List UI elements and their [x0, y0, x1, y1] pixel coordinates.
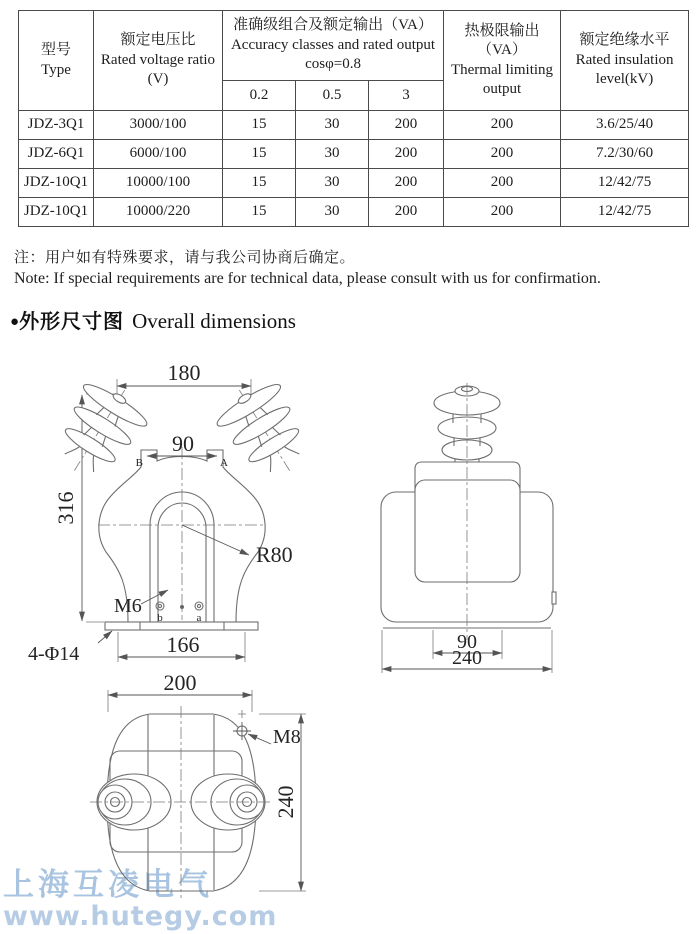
table-cell: 12/42/75: [561, 169, 689, 198]
top-view-drawing: [90, 670, 306, 898]
col-header-voltage-ratio: [94, 11, 223, 111]
dim-label-m6: M6: [114, 595, 142, 617]
col-header-accuracy-zh: 准确级组合及额定输出（VA）: [233, 17, 433, 34]
col-header-type: [19, 11, 94, 111]
dim-label-side-depth: 240: [452, 647, 482, 669]
table-cell: 10000/220: [94, 198, 223, 227]
col-header-voltage-zh: 额定电压比: [120, 32, 196, 49]
table-cell: 7.2/30/60: [561, 140, 689, 169]
dimension-drawings: [0, 340, 700, 934]
note-chinese: 注：用户如有特殊要求，请与我公司协商后确定。: [14, 250, 356, 266]
right-bushing: [208, 370, 321, 490]
note-english: Note: If special requirements are for technical data, please consult with us for confirmation.: [14, 270, 601, 287]
bullet-icon: ●: [10, 314, 20, 330]
front-view-drawing: [28, 360, 321, 665]
table-cell: 200: [369, 140, 444, 169]
table-row: [19, 111, 689, 140]
col-header-insulation-en: Rated insulation: [575, 51, 674, 68]
table-cell: 15: [223, 198, 296, 227]
table-cell: 200: [444, 111, 561, 140]
col-header-thermal-en: Thermal limiting: [450, 61, 554, 78]
left-bushing: [43, 370, 156, 490]
subcol-header-0-2: 0.2: [223, 81, 296, 111]
table-cell: 15: [223, 169, 296, 198]
section-heading: [10, 305, 296, 334]
table-row: [19, 169, 689, 198]
watermark-url: www.hutegy.com: [3, 901, 278, 932]
dim-label-terminal-spacing: 90: [172, 431, 194, 456]
col-header-accuracy: [223, 11, 444, 81]
dim-label-top-depth: 240: [273, 785, 298, 819]
table-cell: 30: [296, 169, 369, 198]
col-header-voltage-unit: (V): [147, 71, 169, 88]
terminal-label-a: a: [196, 612, 202, 624]
table-cell: 200: [369, 111, 444, 140]
table-cell: 3.6/25/40: [561, 111, 689, 140]
table-cell: JDZ-10Q1: [19, 198, 94, 227]
col-header-insulation-en2: level(kV): [595, 71, 654, 88]
subcol-header-3: 3: [369, 81, 444, 111]
table-cell: 200: [444, 140, 561, 169]
table-cell: 200: [444, 198, 561, 227]
dim-label-holes: 4-Φ14: [28, 643, 80, 665]
dim-label-top-width: 200: [163, 670, 197, 695]
dim-label-front-height: 316: [53, 491, 78, 525]
dim-label-radius: R80: [256, 542, 293, 567]
table-cell: 15: [223, 140, 296, 169]
table-cell: JDZ-10Q1: [19, 169, 94, 198]
table-cell: 30: [296, 111, 369, 140]
dim-label-side-window: 90: [457, 631, 477, 653]
dim-label-base-width: 166: [166, 632, 200, 657]
section-title-zh: 外形尺寸图: [19, 311, 125, 333]
col-header-accuracy-en: Accuracy classes and rated output: [230, 36, 436, 53]
table-cell: 30: [296, 140, 369, 169]
terminal-label-A: A: [220, 457, 228, 469]
table-row: [19, 198, 689, 227]
table-cell: 200: [369, 169, 444, 198]
section-title-en: Overall dimensions: [132, 309, 296, 333]
table-cell: JDZ-3Q1: [19, 111, 94, 140]
side-view-drawing: [381, 383, 556, 673]
col-header-voltage-en: Rated voltage ratio: [100, 51, 216, 68]
table-cell: 200: [444, 169, 561, 198]
col-header-accuracy-cos: cosφ=0.8: [305, 56, 361, 73]
table-cell: 10000/100: [94, 169, 223, 198]
table-cell: 200: [369, 198, 444, 227]
subcol-header-0-5: 0.5: [296, 81, 369, 111]
terminal-label-b: b: [157, 612, 163, 624]
col-header-insulation: [561, 11, 689, 111]
col-header-thermal: [444, 11, 561, 111]
table-cell: 30: [296, 198, 369, 227]
terminal-label-B: B: [135, 457, 143, 469]
col-header-insulation-zh: 额定绝缘水平: [579, 32, 670, 49]
col-header-thermal-zh: 热极限输出（VA）: [464, 22, 540, 58]
table-cell: 3000/100: [94, 111, 223, 140]
col-header-thermal-en2: output: [482, 81, 522, 97]
table-cell: 12/42/75: [561, 198, 689, 227]
watermark-company: 上海互凌电气: [3, 867, 213, 903]
table-row: [19, 140, 689, 169]
table-cell: 15: [223, 111, 296, 140]
table-cell: 6000/100: [94, 140, 223, 169]
table-cell: JDZ-6Q1: [19, 140, 94, 169]
col-header-type-zh: 型号: [40, 42, 71, 58]
spec-table: [18, 10, 689, 227]
dim-label-m8: M8: [273, 726, 301, 748]
col-header-type-en: Type: [41, 61, 71, 78]
dim-label-front-width: 180: [167, 360, 201, 385]
